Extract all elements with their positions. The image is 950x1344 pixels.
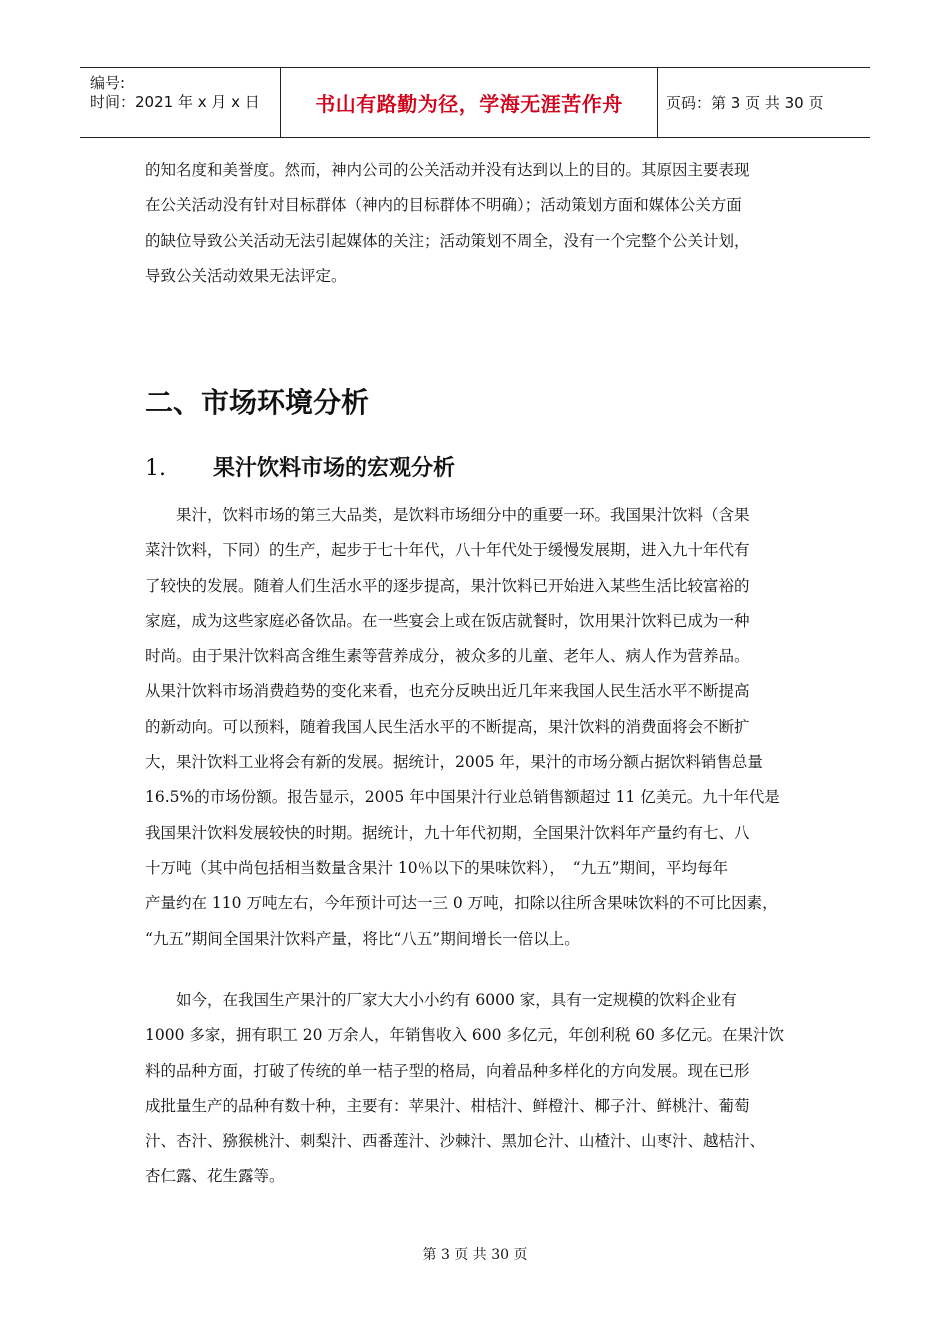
text-line: 1000 多家，拥有职工 20 万余人，年销售收入 600 多亿元，年创利税 60 多亿元。在果汁饮 <box>145 1026 784 1045</box>
page-header <box>80 67 870 138</box>
body-paragraph-1 <box>145 498 807 957</box>
document-number-label: 编号: <box>90 74 126 92</box>
text-line: 在公关活动没有针对目标群体（神内的目标群体不明确）；活动策划方面和媒体公关方面 <box>145 196 742 215</box>
text-line: 16.5%的市场份额。报告显示，2005 年中国果汁行业总销售额超过 11 亿美元。九十年代是 <box>145 788 780 807</box>
subsection-title: 果汁饮料市场的宏观分析 <box>213 456 456 481</box>
intro-paragraph <box>145 153 807 294</box>
text-line: 的知名度和美誉度。然而，神内公司的公关活动并没有达到以上的目的。其原因主要表现 <box>145 161 750 179</box>
header-motto-cell <box>281 68 658 137</box>
text-line: 的缺位导致公关活动无法引起媒体的关注；活动策划不周全，没有一个完整个公关计划， <box>145 231 750 250</box>
subsection-heading <box>145 451 455 482</box>
text-line: 了较快的发展。随着人们生活水平的逐步提高，果汁饮料已开始进入某些生活比较富裕的 <box>145 576 750 595</box>
header-info-cell <box>80 68 281 137</box>
text-line: 大，果汁饮料工业将会有新的发展。据统计，2005 年，果汁的市场分额占据饮料销售总量 <box>145 753 763 772</box>
header-page-cell <box>658 68 870 137</box>
text-line: 十万吨（其中尚包括相当数量含果汁 10％以下的果味饮料）， “九五”期间，平均每年 <box>145 858 729 877</box>
text-line: 导致公关活动效果无法评定。 <box>145 266 347 285</box>
text-line: 时尚。由于果汁饮料高含维生素等营养成分，被众多的儿童、老年人、病人作为营养品。 <box>145 647 750 666</box>
section-heading: 二、市场环境分析 <box>145 386 370 419</box>
document-date-label: 时间：2021 年 x 月 x 日 <box>90 93 260 111</box>
body-paragraph-2 <box>145 983 807 1195</box>
header-page-number: 页码：第 3 页 共 30 页 <box>666 94 824 112</box>
header-motto: 书山有路勤为径，学海无涯苦作舟 <box>315 92 623 116</box>
text-line: 家庭，成为这些家庭必备饮品。在一些宴会上或在饭店就餐时，饮用果汁饮料已成为一种 <box>145 611 750 630</box>
text-line: 的新动向。可以预料，随着我国人民生活水平的不断提高，果汁饮料的消费面将会不断扩 <box>145 717 750 736</box>
text-line: 成批量生产的品种有数十种，主要有：苹果汁、柑桔汁、鲜橙汁、椰子汁、鲜桃汁、葡萄 <box>145 1096 750 1115</box>
page-footer: 第 3 页 共 30 页 <box>422 1247 528 1263</box>
text-line: 如今，在我国生产果汁的厂家大大小小约有 6000 家，具有一定规模的饮料企业有 <box>145 991 737 1009</box>
text-line: 料的品种方面，打破了传统的单一桔子型的格局，向着品种多样化的方向发展。现在已形 <box>145 1061 750 1080</box>
subsection-number: 1. <box>145 456 166 481</box>
text-line: 汁、杏汁、猕猴桃汁、刺梨汁、西番莲汁、沙棘汁、黑加仑汁、山楂汁、山枣汁、越桔汁、 <box>145 1132 766 1151</box>
text-line: 我国果汁饮料发展较快的时期。据统计，九十年代初期，全国果汁饮料年产量约有七、八 <box>145 823 750 842</box>
text-line: “九五”期间全国果汁饮料产量，将比“八五”期间增长一倍以上。 <box>145 929 580 948</box>
text-line: 杏仁露、花生露等。 <box>145 1167 285 1186</box>
text-line: 果汁，饮料市场的第三大品类，是饮料市场细分中的重要一环。我国果汁饮料（含果 <box>145 506 750 524</box>
text-line: 产量约在 110 万吨左右，今年预计可达一三 0 万吨，扣除以往所含果味饮料的不可比因素， <box>145 894 778 913</box>
text-line: 从果汁饮料市场消费趋势的变化来看，也充分反映出近几年来我国人民生活水平不断提高 <box>145 682 750 701</box>
text-line: 菜汁饮料，下同）的生产，起步于七十年代，八十年代处于缓慢发展期，进入九十年代有 <box>145 541 750 560</box>
